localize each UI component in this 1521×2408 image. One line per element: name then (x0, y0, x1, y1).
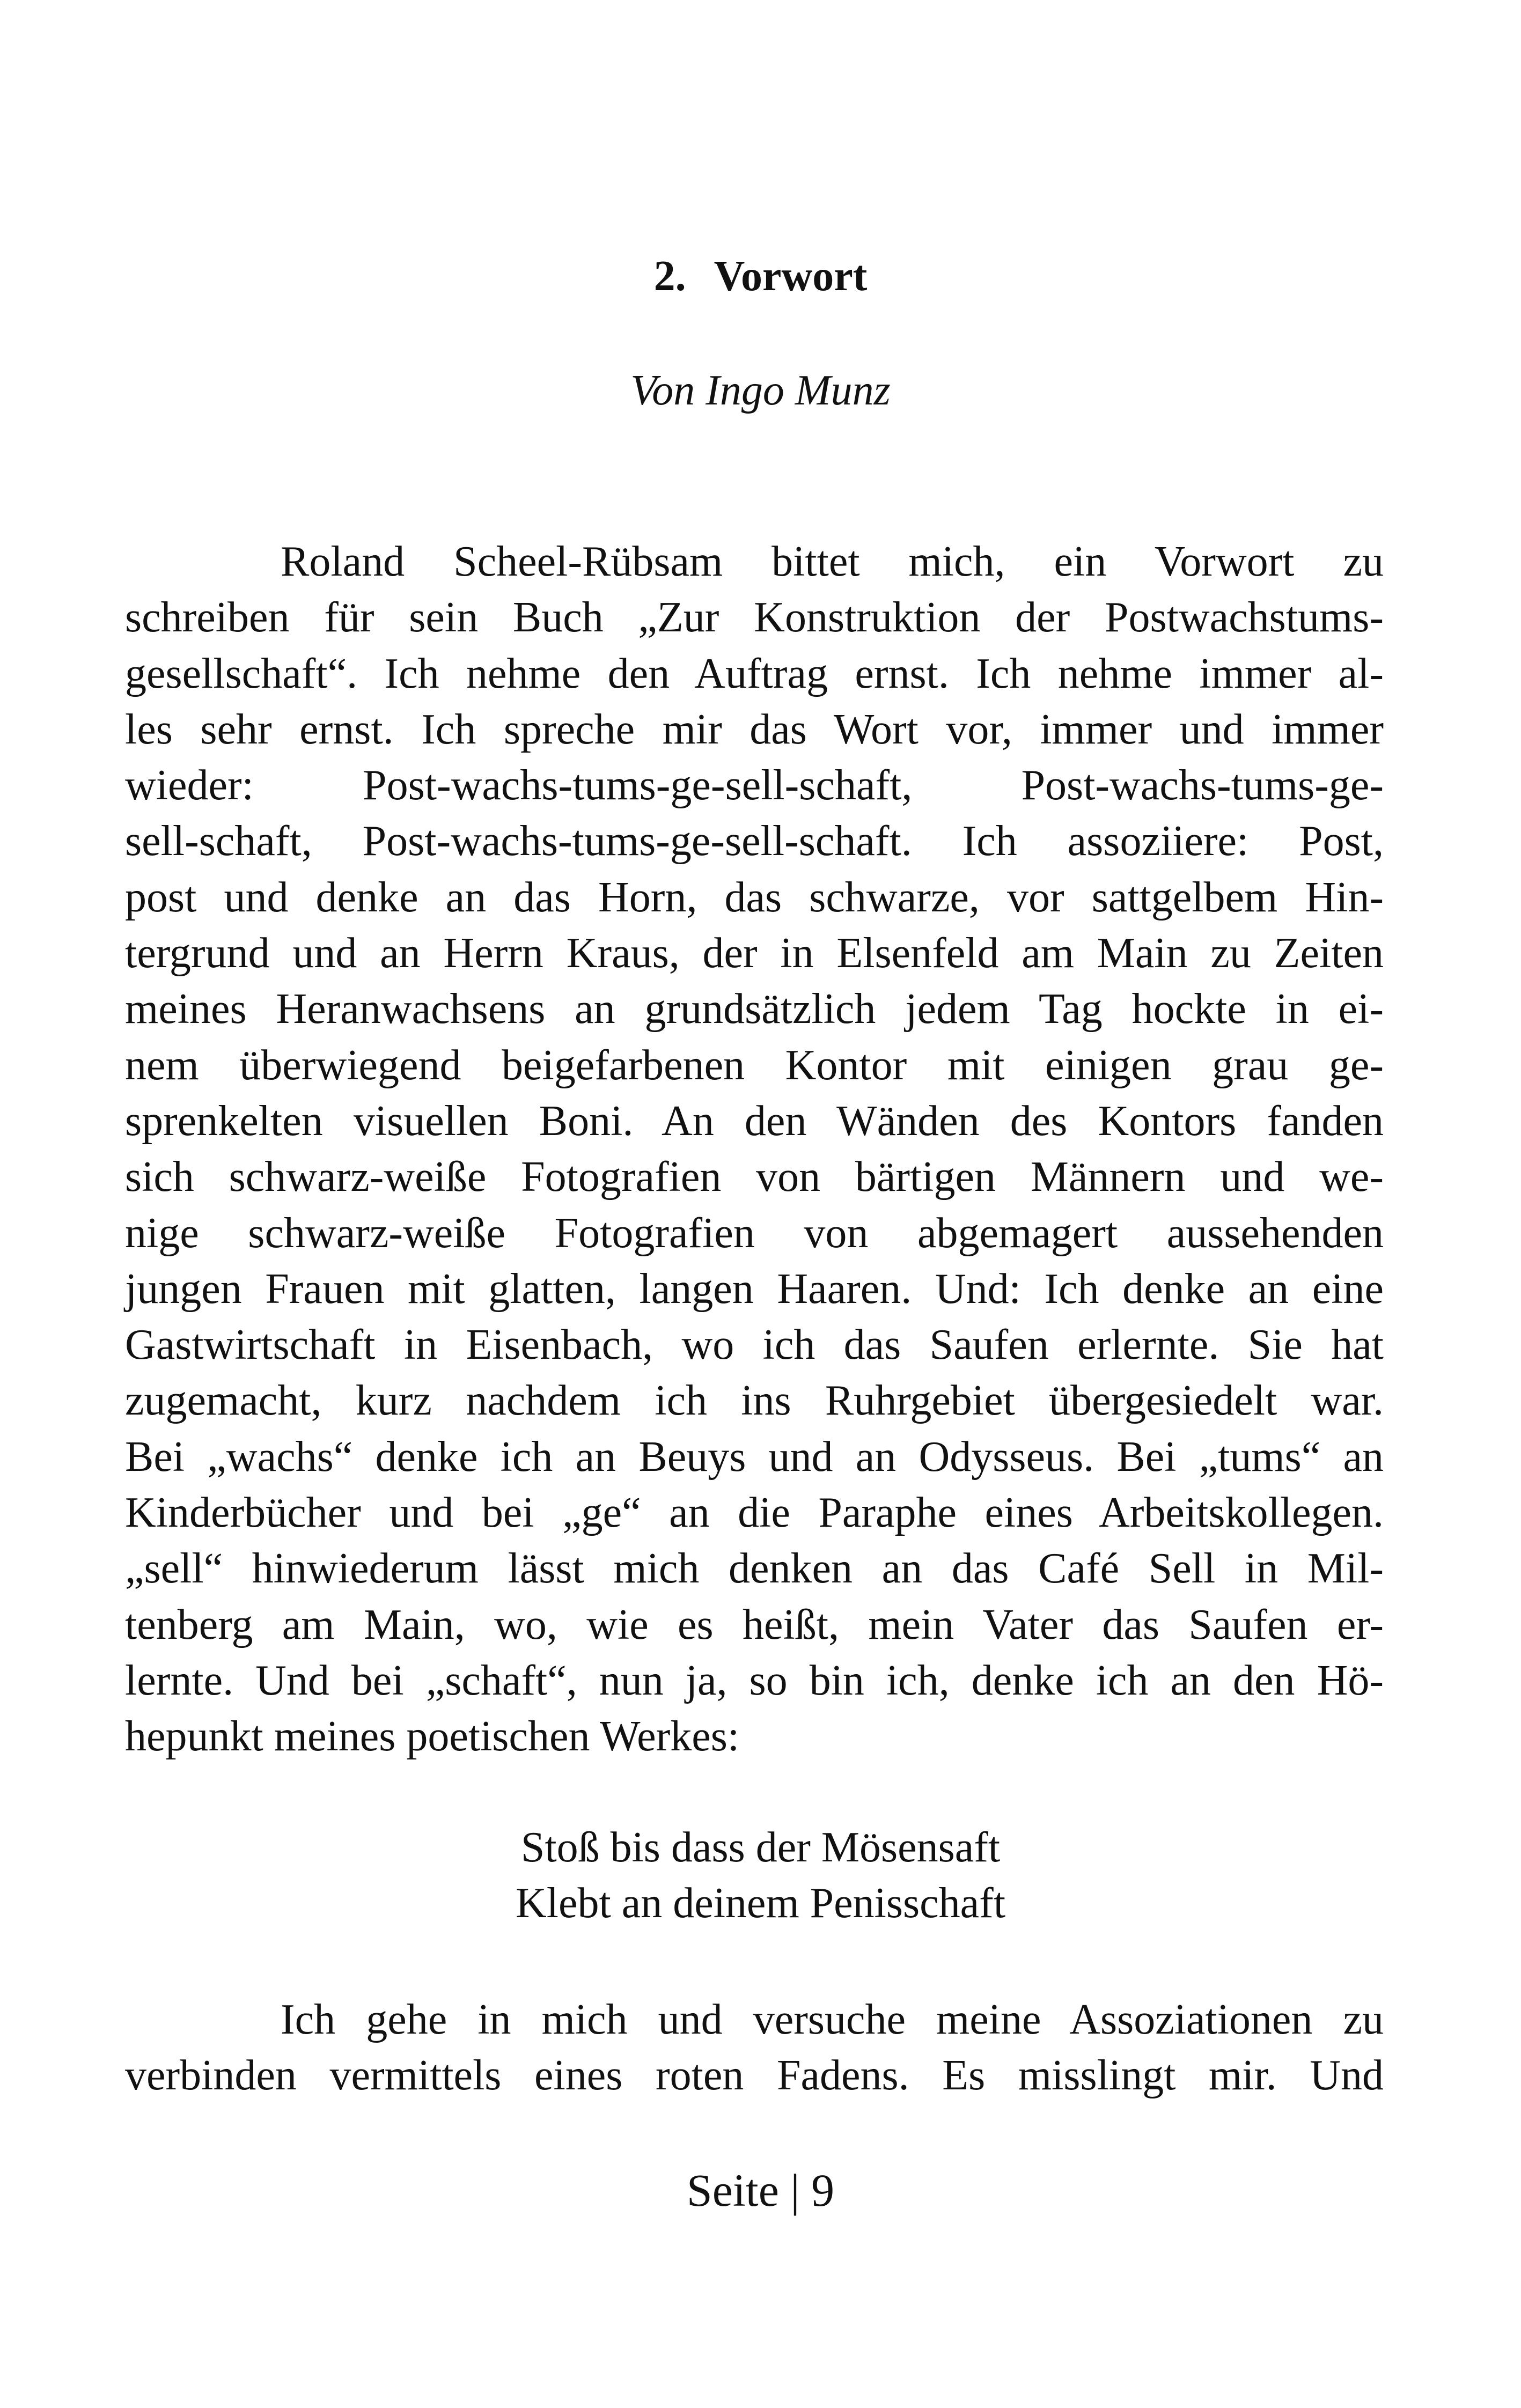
paragraph-2 (125, 1992, 1384, 2104)
chapter-title: Vorwort (714, 253, 868, 300)
text-line: Ich gehe in mich und versuche meine Assoziationen zu (281, 1996, 1384, 2043)
text-line: gesellschaft“. Ich nehme den Auftrag ernst. Ich nehme immer al- (125, 650, 1384, 697)
poem-quote (0, 1820, 1521, 1931)
text-line: verbinden vermittels eines roten Fadens. Es misslingt mir. Und (125, 2052, 1384, 2100)
text-line: hepunkt meines poetischen Werkes: (125, 1713, 740, 1761)
paragraph-1 (125, 534, 1384, 1765)
chapter-number: 2. (653, 253, 686, 300)
text-line: sprenkelten visuellen Boni. An den Wänden des Kontors fanden (125, 1097, 1384, 1145)
poem-line: Klebt an deinem Penisschaft (515, 1880, 1006, 1927)
text-line: lernte. Und bei „schaft“, nun ja, so bin ich, denke ich an den Hö- (125, 1656, 1384, 1704)
text-line: zugemacht, kurz nachdem ich ins Ruhrgebiet übergesiedelt war. (125, 1377, 1384, 1425)
text-line: post und denke an das Horn, das schwarze, vor sattgelbem Hin- (125, 873, 1384, 921)
text-line: tergrund und an Herrn Kraus, der in Elsenfeld am Main zu Zeiten (125, 930, 1384, 977)
text-line: Gastwirtschaft in Eisenbach, wo ich das Saufen erlernte. Sie hat (125, 1321, 1384, 1369)
poem-line: Stoß bis dass der Mösensaft (520, 1824, 1001, 1871)
author-byline: Von Ingo Munz (630, 367, 891, 414)
text-line: sich schwarz-weiße Fotografien von bärtigen Männern und we- (125, 1153, 1384, 1201)
text-line: nige schwarz-weiße Fotografien von abgemagert aussehenden (125, 1209, 1384, 1257)
text-line: Roland Scheel-Rübsam bittet mich, ein Vorwort zu (281, 538, 1384, 585)
chapter-heading (0, 249, 1521, 303)
text-line: wieder: Post-wachs-tums-ge-sell-schaft, Post-wachs-tums-ge- (125, 762, 1384, 809)
text-line: Kinderbücher und bei „ge“ an die Paraphe eines Arbeitskollegen. (125, 1489, 1384, 1537)
text-line: meines Heranwachsens an grundsätzlich jedem Tag hockte in ei- (125, 985, 1384, 1033)
text-line: tenberg am Main, wo, wie es heißt, mein Vater das Saufen er- (125, 1601, 1384, 1648)
page-number: Seite | 9 (686, 2164, 835, 2216)
text-line: nem überwiegend beigefarbenen Kontor mit einigen grau ge- (125, 1041, 1384, 1089)
text-line: schreiben für sein Buch „Zur Konstruktion der Postwachstums- (125, 594, 1384, 642)
text-line: les sehr ernst. Ich spreche mir das Wort vor, immer und immer (125, 705, 1384, 753)
text-line: jungen Frauen mit glatten, langen Haaren. Und: Ich denke an eine (125, 1265, 1384, 1313)
text-line: „sell“ hinwiederum lässt mich denken an das Café Sell in Mil- (125, 1545, 1384, 1593)
text-line: Bei „wachs“ denke ich an Beuys und an Odysseus. Bei „tums“ an (125, 1433, 1384, 1481)
text-line: sell-schaft, Post-wachs-tums-ge-sell-schaft. Ich assoziiere: Post, (125, 818, 1384, 865)
